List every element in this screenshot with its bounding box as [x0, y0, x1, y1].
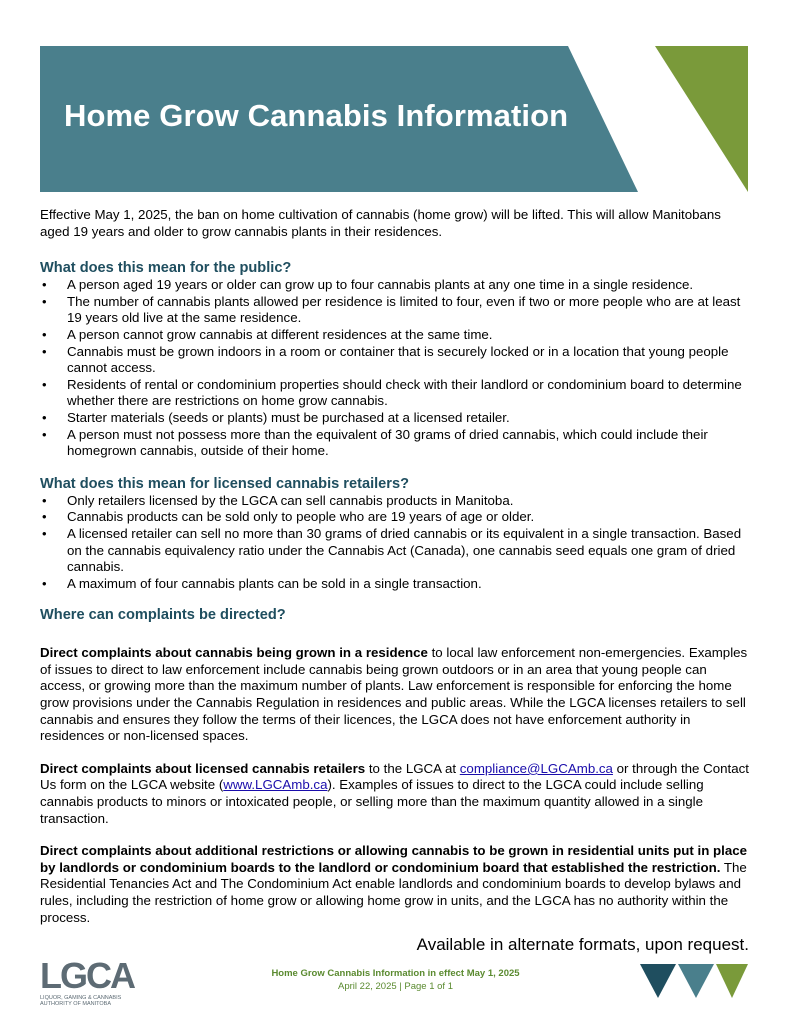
complaints-landlord-text: The Residential Tenancies Act and The Condominium Act enable landlords and condominium boards to develop bylaws and rules, including the restriction of home grow or allowing home grow in units, and the LGCA has no authority within the process.: [40, 859, 747, 925]
complaints-retailers-text-b: or through the Contact Us form on the LGCA website (: [40, 760, 749, 793]
complaints-heading: Where can complaints be directed?: [40, 607, 286, 624]
list-item: • Only retailers licensed by the LGCA can sell cannabis products in Manitoba.: [40, 493, 752, 510]
document-body: [40, 207, 752, 926]
list-item: • The number of cannabis plants allowed per residence is limited to four, even if two or more people who are at least 19 years old live at the same residence.: [40, 294, 752, 327]
retailers-list: [40, 493, 752, 593]
intro-paragraph: Effective May 1, 2025, the ban on home cultivation of cannabis (home grow) will be lifted. This will allow Manitobans aged 19 years and older to grow cannabis plants in their residences.: [40, 207, 721, 239]
list-item: • Cannabis must be grown indoors in a room or container that is securely locked or in a location that young people cannot access.: [40, 344, 752, 377]
list-item: • A licensed retailer can sell no more than 30 grams of dried cannabis or its equivalent in a single transaction. Based on the cannabis equivalency ratio under the Cannabis Act (Canada), one cannabis seed equals one gram of dried cannabis.: [40, 526, 752, 576]
logo-subtitle: LIQUOR, GAMING & CANNABIS AUTHORITY OF MANITOBA: [40, 995, 122, 1007]
header-banner: [40, 46, 640, 192]
list-item: • Cannabis products can be sold only to people who are 19 years of age or older.: [40, 509, 752, 526]
alternate-formats-note: Available in alternate formats, upon request.: [416, 935, 749, 954]
list-item: • A person must not possess more than the equivalent of 30 grams of dried cannabis, which could include their homegrown cannabis, outside of their home.: [40, 427, 752, 460]
list-item: • A person cannot grow cannabis at different residences at the same time.: [40, 327, 752, 344]
complaints-landlord-paragraph: [40, 843, 752, 926]
corner-triangle: [655, 46, 749, 192]
complaints-landlord-lead: Direct complaints about additional restrictions or allowing cannabis to be grown in residential units put in place by landlords or condominium boards to the landlord or condominium board that established the restriction.: [40, 843, 748, 875]
complaints-retailers-text-c: ). Examples of issues to direct to the LGCA could include selling cannabis products to minors or intoxicated people, or selling more than the maximum quantity allowed in a single transaction.: [40, 777, 704, 826]
compliance-email-link[interactable]: compliance@LGCAmb.ca: [459, 760, 613, 776]
list-item: • A maximum of four cannabis plants can be sold in a single transaction.: [40, 576, 752, 593]
complaints-retailers-paragraph: [40, 761, 752, 827]
footer-title: Home Grow Cannabis Information in effect May 1, 2025: [271, 968, 520, 979]
complaints-residence-paragraph: [40, 645, 752, 745]
complaints-residence-lead: Direct complaints about cannabis being grown in a residence: [40, 645, 428, 661]
list-item: • Starter materials (seeds or plants) must be purchased at a licensed retailer.: [40, 410, 752, 427]
complaints-residence-text: to local law enforcement non-emergencies. Examples of issues to direct to law enforcement include cannabis being grown outdoors or in an area that young people can access, or growing more than the maximum number of plants. Law enforcement is responsible for enforcing the home grow provisions under the Cannabis Regulation in residences and public areas. While the LGCA licenses retailers to sell cannabis and ensures they follow the terms of their licences, the LGCA does not have enforcement authority in residences or non-licensed spaces.: [40, 645, 748, 744]
public-list: [40, 277, 752, 460]
list-item: • A person aged 19 years or older can grow up to four cannabis plants at any one time in a single residence.: [40, 277, 752, 294]
footer-chevron-mark: [640, 962, 750, 1002]
complaints-retailers-lead: Direct complaints about licensed cannabis retailers: [40, 760, 366, 776]
lgca-website-link[interactable]: www.LGCAmb.ca: [223, 777, 328, 793]
page-title: Home Grow Cannabis Information: [64, 98, 569, 133]
footer-date-page: April 22, 2025 | Page 1 of 1: [338, 981, 453, 992]
list-item: • Residents of rental or condominium properties should check with their landlord or condominium board to determine whether there are restrictions on home grow cannabis.: [40, 377, 752, 410]
logo-wordmark: LGCA: [40, 955, 134, 996]
retailers-heading: What does this mean for licensed cannabis retailers?: [40, 475, 410, 492]
public-heading: What does this mean for the public?: [40, 260, 292, 277]
complaints-retailers-text-a: to the LGCA at: [365, 760, 460, 776]
